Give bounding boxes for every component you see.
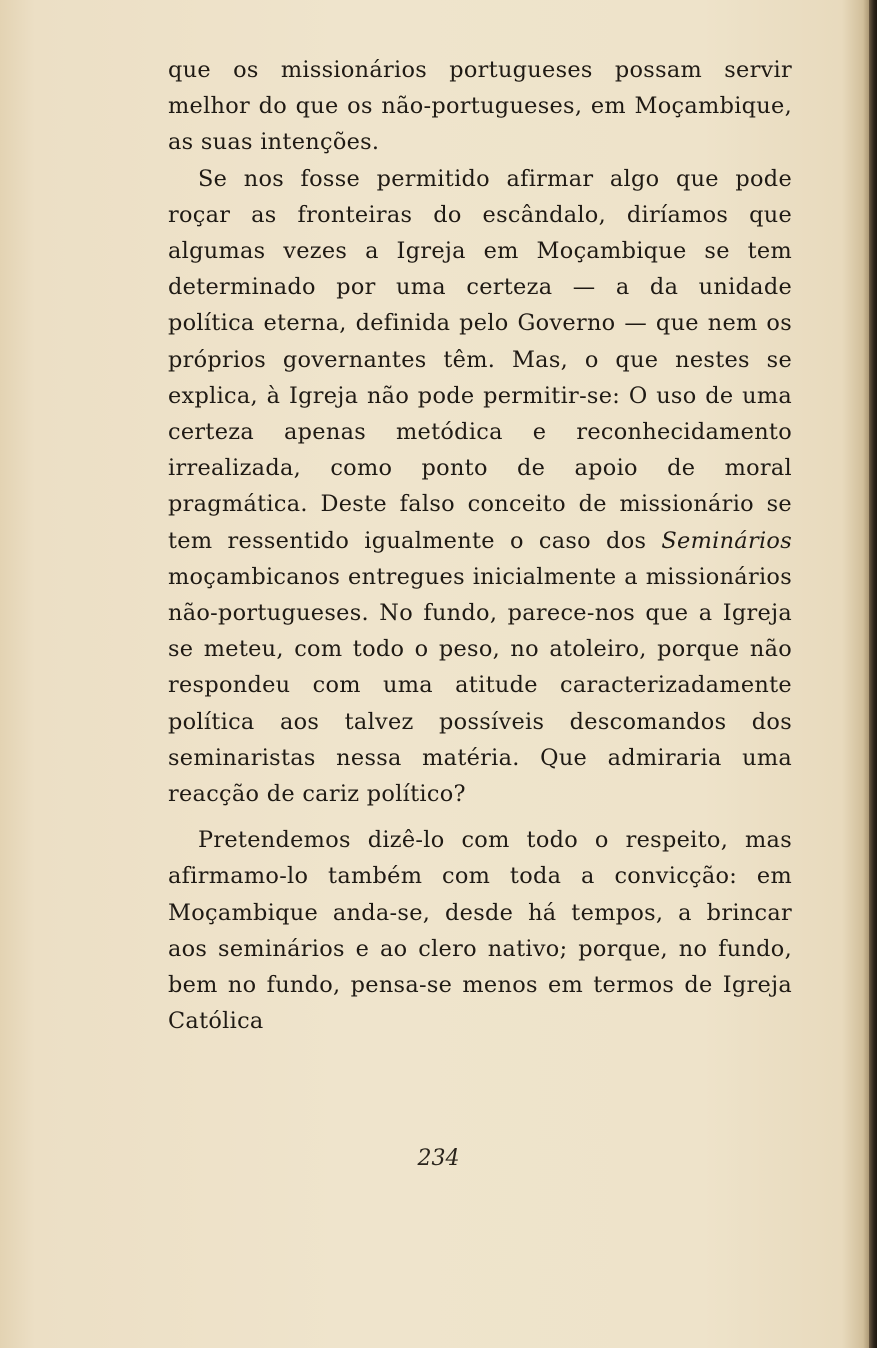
paragraph-1 (168, 52, 792, 161)
paragraph-2-italic-term: Seminários (661, 527, 792, 554)
paragraph-3 (168, 822, 792, 1039)
paragraph-3-text: Pretendemos dizê-lo com todo o respeito, mas afirmamo-lo também com toda a convicção: em Moçambique anda-se, desde há tempos, a brincar aos seminários e ao clero nativo; porque, no fundo, bem no fundo, pensa-se menos em termos de Igreja Católica (168, 827, 792, 1035)
body-text (168, 52, 792, 1039)
paragraph-1-text: que os missionários portugueses possam servir melhor do que os não-portugueses, em Moçambique, as suas intenções. (168, 57, 792, 156)
page-number: 234 (417, 1146, 460, 1171)
paragraph-2 (168, 161, 792, 813)
paragraph-2-text-b: moçambicanos entregues inicialmente a missionários não-portugueses. No fundo, parece-nos que a Igreja se meteu, com todo o peso, no atoleiro, porque não respondeu com uma atitude caracterizadamente política aos talvez possíveis descomandos dos seminaristas nessa matéria. Que admiraria uma reacção de cariz político? (168, 563, 792, 808)
paragraph-2-text-a: Se nos fosse permitido afirmar algo que pode roçar as fronteiras do escândalo, diríamos que algumas vezes a Igreja em Moçambique se tem determinado por uma certeza — a da unidade política eterna, definida pelo Governo — que nem os próprios governantes têm. Mas, o que nestes se explica, à Igreja não pode permitir-se: O uso de uma certeza apenas metódica e reconhecidamento irrealizada, como ponto de apoio de moral pragmática. Deste falso conceito de missionário se tem ressentido igualmente o caso dos (168, 165, 792, 554)
